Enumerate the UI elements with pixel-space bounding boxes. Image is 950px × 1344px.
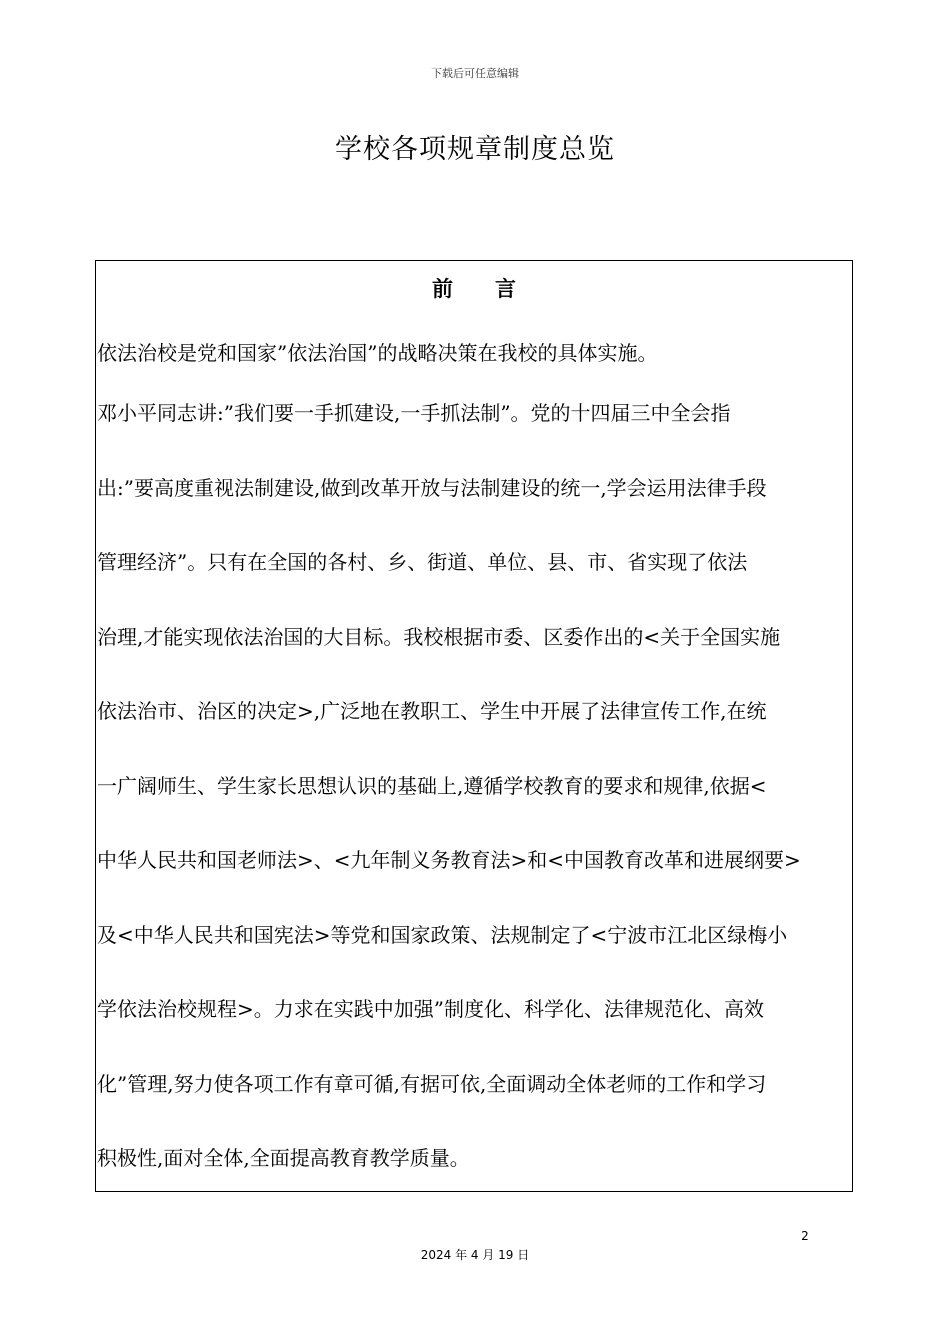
preface-heading-char-1: 前 [432,277,453,301]
preface-line: 化”管理,努力使各项工作有章可循,有据可依,全面调动全体老师的工作和学习 [97,1071,767,1096]
page-number: 2 [801,1229,809,1243]
preface-line: 邓小平同志讲:”我们要一手抓建设,一手抓法制”。党的十四届三中全会指 [97,401,731,425]
preface-line: 学依法治校规程>。力求在实践中加强”制度化、科学化、法律规范化、高效 [97,997,764,1021]
preface-first-paragraph: 依法治校是党和国家”依法治国”的战略决策在我校的具体实施。 [97,341,658,365]
header-note: 下载后可任意编辑 [431,67,519,80]
preface-line: 一广阔师生、学生家长思想认识的基础上,遵循学校教育的要求和规律,依据< [97,773,767,798]
preface-line: 及<中华人民共和国宪法>等党和国家政策、法规制定了<宁波市江北区绿梅小 [97,922,788,947]
footer-date: 2024 年 4 月 19 日 [420,1248,530,1262]
preface-line: 中华人民共和国老师法>、<九年制义务教育法>和<中国教育改革和进展纲要> [97,848,801,872]
preface-line: 出:”要高度重视法制建设,做到改革开放与法制建设的统一,学会运用法律手段 [97,475,767,500]
preface-line: 依法治市、治区的决定>,广泛地在教职工、学生中开展了法律宣传工作,在统 [97,699,767,723]
preface-heading [95,275,853,303]
preface-heading-char-2: 言 [495,277,516,301]
preface-line: 治理,才能实现依法治国的大目标。我校根据市委、区委作出的<关于全国实施 [97,624,781,649]
preface-line: 积极性,面对全体,全面提高教育教学质量。 [97,1146,470,1170]
preface-line: 管理经济”。只有在全国的各村、乡、街道、单位、县、市、省实现了依法 [97,550,748,574]
document-title: 学校各项规章制度总览 [335,134,615,165]
preface-body [97,398,849,1218]
